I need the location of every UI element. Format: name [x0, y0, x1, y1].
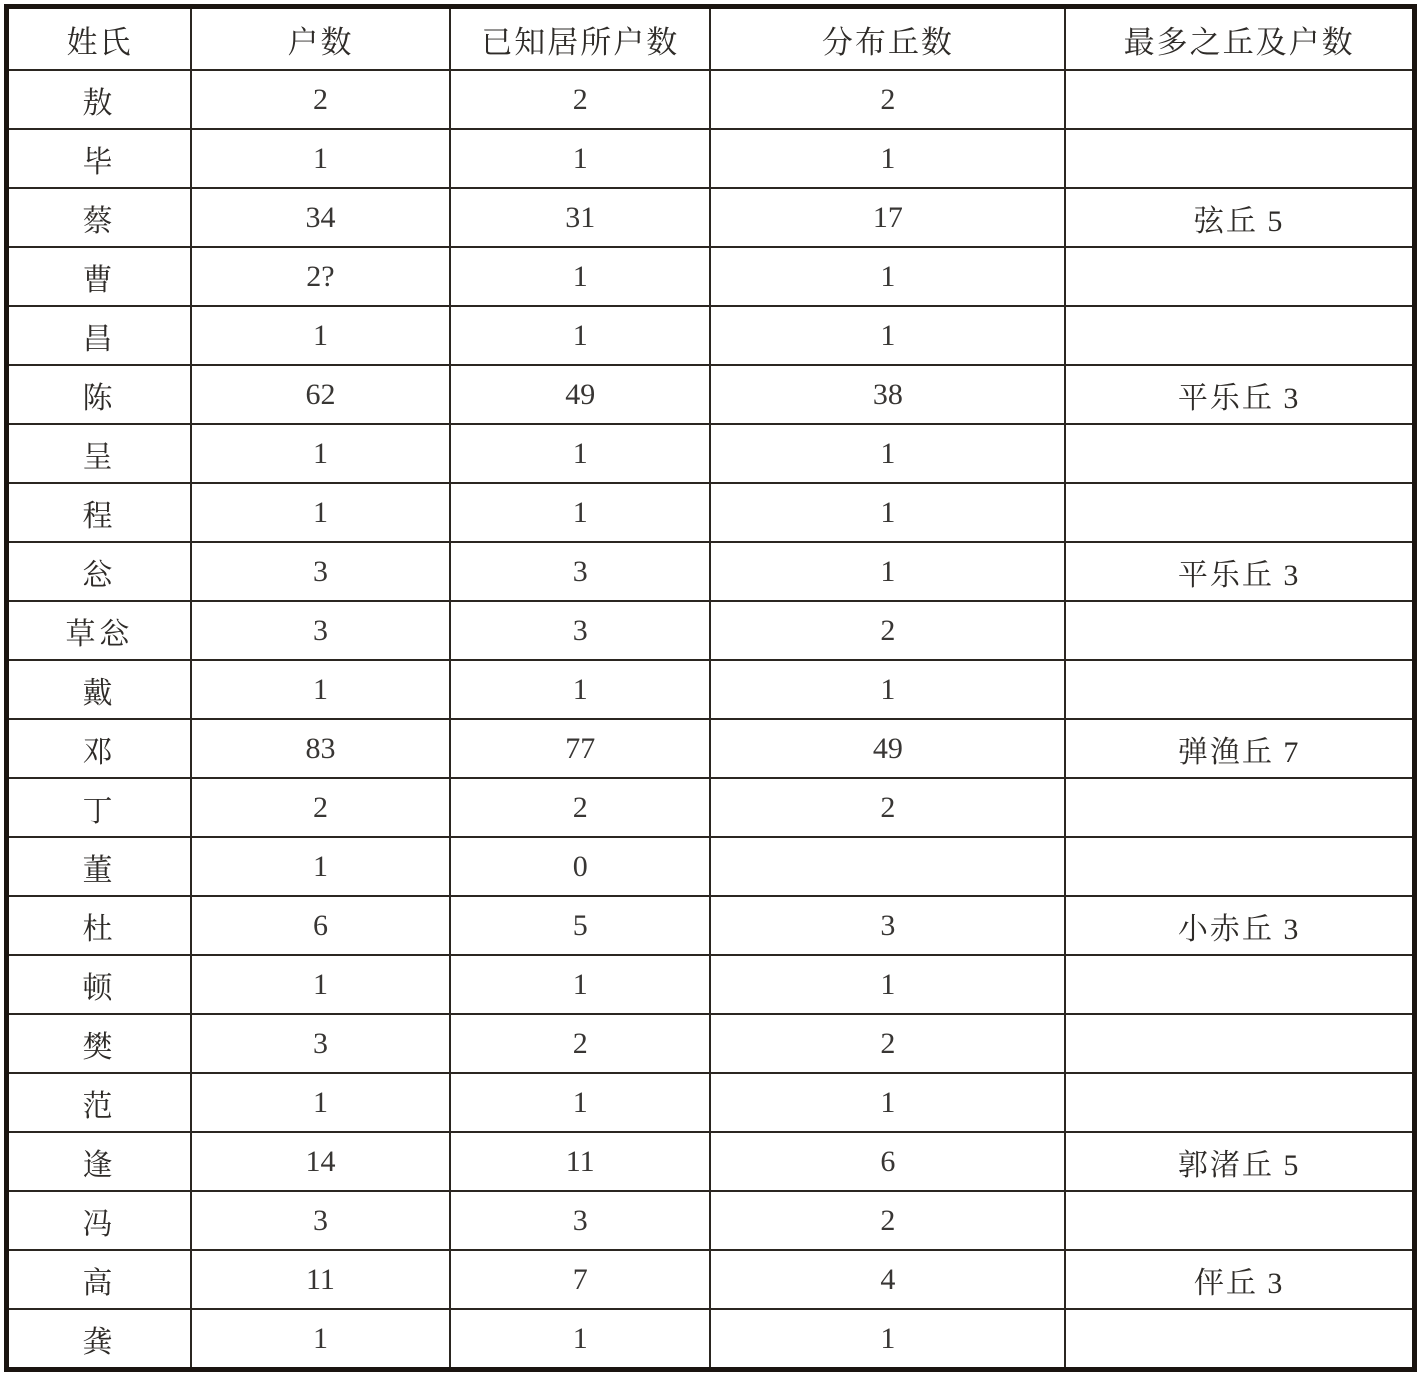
cell-known-households: 1	[450, 1309, 710, 1370]
header-hill-count: 分布丘数	[710, 7, 1065, 71]
table-row	[7, 365, 1415, 424]
cell-households: 2	[191, 70, 450, 129]
cell-surname: 樊	[7, 1014, 191, 1073]
cell-hill-count: 4	[710, 1250, 1065, 1309]
cell-hill-count	[710, 837, 1065, 896]
cell-known-households: 1	[450, 483, 710, 542]
table-row	[7, 1191, 1415, 1250]
cell-households: 11	[191, 1250, 450, 1309]
cell-surname: 范	[7, 1073, 191, 1132]
cell-hill-count: 1	[710, 424, 1065, 483]
table-row	[7, 188, 1415, 247]
cell-known-households: 1	[450, 660, 710, 719]
cell-known-households: 1	[450, 424, 710, 483]
cell-top-hill	[1065, 1191, 1414, 1250]
cell-hill-count: 1	[710, 483, 1065, 542]
table-row	[7, 247, 1415, 306]
cell-known-households: 1	[450, 955, 710, 1014]
cell-top-hill	[1065, 837, 1414, 896]
cell-households: 3	[191, 601, 450, 660]
cell-surname: 毕	[7, 129, 191, 188]
surname-distribution-table	[4, 4, 1417, 1372]
cell-hill-count: 3	[710, 896, 1065, 955]
cell-top-hill: 小赤丘 3	[1065, 896, 1414, 955]
cell-surname: 高	[7, 1250, 191, 1309]
cell-top-hill	[1065, 955, 1414, 1014]
cell-top-hill	[1065, 129, 1414, 188]
cell-known-households: 1	[450, 129, 710, 188]
table-row	[7, 306, 1415, 365]
cell-surname: 杜	[7, 896, 191, 955]
cell-households: 1	[191, 483, 450, 542]
table-row	[7, 542, 1415, 601]
cell-known-households: 0	[450, 837, 710, 896]
table-row	[7, 601, 1415, 660]
cell-top-hill: 伻丘 3	[1065, 1250, 1414, 1309]
cell-known-households: 3	[450, 601, 710, 660]
table-row	[7, 778, 1415, 837]
cell-known-households: 2	[450, 778, 710, 837]
cell-hill-count: 1	[710, 306, 1065, 365]
cell-households: 62	[191, 365, 450, 424]
cell-hill-count: 1	[710, 660, 1065, 719]
cell-households: 1	[191, 1073, 450, 1132]
cell-surname: 蔡	[7, 188, 191, 247]
cell-hill-count: 1	[710, 1309, 1065, 1370]
cell-households: 1	[191, 129, 450, 188]
cell-hill-count: 1	[710, 1073, 1065, 1132]
cell-surname: 昌	[7, 306, 191, 365]
cell-known-households: 1	[450, 1073, 710, 1132]
cell-households: 6	[191, 896, 450, 955]
cell-top-hill: 平乐丘 3	[1065, 365, 1414, 424]
table-body	[7, 70, 1415, 1370]
cell-known-households: 2	[450, 70, 710, 129]
cell-known-households: 1	[450, 306, 710, 365]
cell-surname: 戴	[7, 660, 191, 719]
cell-surname: 冯	[7, 1191, 191, 1250]
cell-surname: 程	[7, 483, 191, 542]
cell-top-hill	[1065, 778, 1414, 837]
cell-households: 1	[191, 1309, 450, 1370]
table-row	[7, 896, 1415, 955]
cell-surname: 忩	[7, 542, 191, 601]
cell-households: 14	[191, 1132, 450, 1191]
header-surname: 姓氏	[7, 7, 191, 71]
table-row	[7, 1309, 1415, 1370]
cell-known-households: 5	[450, 896, 710, 955]
cell-hill-count: 1	[710, 955, 1065, 1014]
table-row	[7, 70, 1415, 129]
cell-hill-count: 1	[710, 247, 1065, 306]
table-row	[7, 1014, 1415, 1073]
cell-surname: 呈	[7, 424, 191, 483]
cell-surname: 龚	[7, 1309, 191, 1370]
cell-top-hill	[1065, 601, 1414, 660]
cell-known-households: 1	[450, 247, 710, 306]
cell-hill-count: 49	[710, 719, 1065, 778]
cell-top-hill: 弹渔丘 7	[1065, 719, 1414, 778]
table-row	[7, 129, 1415, 188]
table-row	[7, 1250, 1415, 1309]
table-row	[7, 483, 1415, 542]
header-known-households: 已知居所户数	[450, 7, 710, 71]
cell-households: 2?	[191, 247, 450, 306]
table-row	[7, 660, 1415, 719]
cell-households: 1	[191, 306, 450, 365]
cell-households: 2	[191, 778, 450, 837]
cell-known-households: 3	[450, 542, 710, 601]
cell-top-hill	[1065, 483, 1414, 542]
cell-known-households: 31	[450, 188, 710, 247]
cell-known-households: 77	[450, 719, 710, 778]
cell-households: 1	[191, 660, 450, 719]
cell-hill-count: 1	[710, 542, 1065, 601]
table-row	[7, 837, 1415, 896]
cell-top-hill: 弦丘 5	[1065, 188, 1414, 247]
cell-households: 3	[191, 1014, 450, 1073]
cell-hill-count: 2	[710, 70, 1065, 129]
table-row	[7, 424, 1415, 483]
cell-households: 1	[191, 424, 450, 483]
cell-surname: 敖	[7, 70, 191, 129]
cell-top-hill: 郭渚丘 5	[1065, 1132, 1414, 1191]
cell-households: 1	[191, 837, 450, 896]
header-row	[7, 7, 1415, 71]
cell-top-hill	[1065, 424, 1414, 483]
cell-surname: 董	[7, 837, 191, 896]
cell-households: 1	[191, 955, 450, 1014]
cell-known-households: 7	[450, 1250, 710, 1309]
table-row	[7, 1132, 1415, 1191]
cell-surname: 邓	[7, 719, 191, 778]
cell-top-hill: 平乐丘 3	[1065, 542, 1414, 601]
cell-hill-count: 6	[710, 1132, 1065, 1191]
cell-surname: 草忩	[7, 601, 191, 660]
cell-hill-count: 2	[710, 601, 1065, 660]
table-row	[7, 1073, 1415, 1132]
cell-top-hill	[1065, 1014, 1414, 1073]
cell-hill-count: 38	[710, 365, 1065, 424]
cell-top-hill	[1065, 247, 1414, 306]
table-row	[7, 955, 1415, 1014]
cell-top-hill	[1065, 660, 1414, 719]
table-row	[7, 719, 1415, 778]
cell-surname: 顿	[7, 955, 191, 1014]
cell-known-households: 2	[450, 1014, 710, 1073]
cell-top-hill	[1065, 1073, 1414, 1132]
cell-known-households: 49	[450, 365, 710, 424]
header-top-hill: 最多之丘及户数	[1065, 7, 1414, 71]
cell-hill-count: 17	[710, 188, 1065, 247]
cell-hill-count: 2	[710, 1014, 1065, 1073]
cell-top-hill	[1065, 306, 1414, 365]
header-households: 户数	[191, 7, 450, 71]
cell-top-hill	[1065, 70, 1414, 129]
cell-hill-count: 2	[710, 778, 1065, 837]
cell-known-households: 3	[450, 1191, 710, 1250]
cell-surname: 陈	[7, 365, 191, 424]
table-header	[7, 7, 1415, 71]
cell-hill-count: 1	[710, 129, 1065, 188]
cell-top-hill	[1065, 1309, 1414, 1370]
cell-households: 3	[191, 1191, 450, 1250]
cell-surname: 丁	[7, 778, 191, 837]
cell-households: 3	[191, 542, 450, 601]
cell-surname: 曹	[7, 247, 191, 306]
cell-households: 83	[191, 719, 450, 778]
cell-known-households: 11	[450, 1132, 710, 1191]
cell-hill-count: 2	[710, 1191, 1065, 1250]
cell-households: 34	[191, 188, 450, 247]
cell-surname: 逢	[7, 1132, 191, 1191]
